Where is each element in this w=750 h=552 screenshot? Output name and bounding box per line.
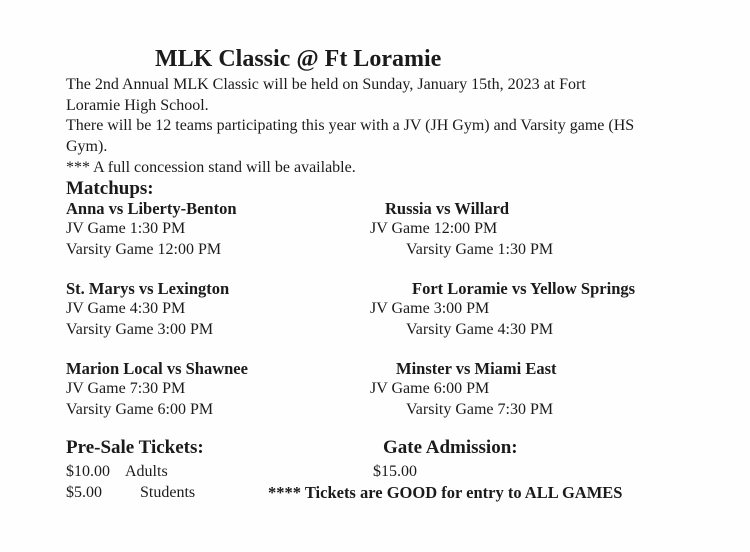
varsity-game-time: Varsity Game 6:00 PM: [66, 401, 214, 419]
intro-line-1: The 2nd Annual MLK Classic will be held on Sunday, January 15th, 2023 at Fort: [66, 76, 586, 93]
presale-label-students: Students: [140, 483, 196, 501]
matchup-card-anna-liberty-benton: [66, 199, 370, 261]
tickets-section: [66, 437, 750, 503]
presale-label-adults: Adults: [125, 462, 168, 480]
tickets-row-students: [66, 482, 750, 503]
matchup-title: Russia vs Willard: [385, 198, 510, 218]
intro-line-4: Gym).: [66, 138, 108, 156]
jv-game-time: JV Game 6:00 PM: [370, 380, 490, 398]
presale-price-students: $5.00: [66, 483, 102, 501]
intro-line-2: Loramie High School.: [66, 96, 209, 114]
matchup-card-russia-willard: [370, 199, 750, 261]
varsity-game-time: Varsity Game 7:30 PM: [406, 401, 554, 419]
tickets-valid-note: **** Tickets are GOOD for entry to ALL GAMES: [268, 482, 623, 502]
tickets-row-adults: [66, 461, 750, 482]
jv-game-time: JV Game 3:00 PM: [370, 300, 490, 318]
varsity-game-time: Varsity Game 4:30 PM: [406, 321, 554, 339]
intro-line-3: There will be 12 teams participating this year with a JV (JH Gym) and Varsity game (HS: [66, 117, 635, 135]
matchup-card-st-marys-lexington: [66, 279, 370, 341]
jv-game-time: JV Game 7:30 PM: [66, 380, 186, 398]
jv-game-time: JV Game 1:30 PM: [66, 220, 186, 238]
event-title: MLK Classic @ Ft Loramie: [155, 46, 442, 72]
matchup-title: Anna vs Liberty-Benton: [66, 198, 237, 218]
gate-admission-heading: Gate Admission:: [383, 436, 518, 458]
matchup-title: St. Marys vs Lexington: [66, 278, 230, 298]
tickets-headings-row: [66, 437, 750, 461]
gate-admission-price: $15.00: [373, 462, 417, 480]
matchup-title: Marion Local vs Shawnee: [66, 358, 248, 378]
matchups-heading: Matchups:: [66, 177, 154, 199]
matchup-card-fort-loramie-yellow-springs: [370, 279, 750, 341]
matchup-title: Minster vs Miami East: [396, 358, 557, 378]
jv-game-time: JV Game 12:00 PM: [370, 220, 498, 238]
presale-heading: Pre-Sale Tickets:: [66, 436, 204, 458]
matchup-card-minster-miami-east: [370, 359, 750, 421]
varsity-game-time: Varsity Game 12:00 PM: [66, 240, 222, 258]
varsity-game-time: Varsity Game 1:30 PM: [406, 240, 554, 258]
matchup-card-marion-local-shawnee: [66, 359, 370, 421]
matchups-grid: [66, 199, 750, 421]
varsity-game-time: Varsity Game 3:00 PM: [66, 321, 214, 339]
concession-note: *** A full concession stand will be available.: [66, 158, 356, 176]
intro-paragraph: [66, 75, 750, 179]
presale-price-adults: $10.00: [66, 462, 110, 480]
jv-game-time: JV Game 4:30 PM: [66, 300, 186, 318]
matchup-title: Fort Loramie vs Yellow Springs: [412, 278, 636, 298]
